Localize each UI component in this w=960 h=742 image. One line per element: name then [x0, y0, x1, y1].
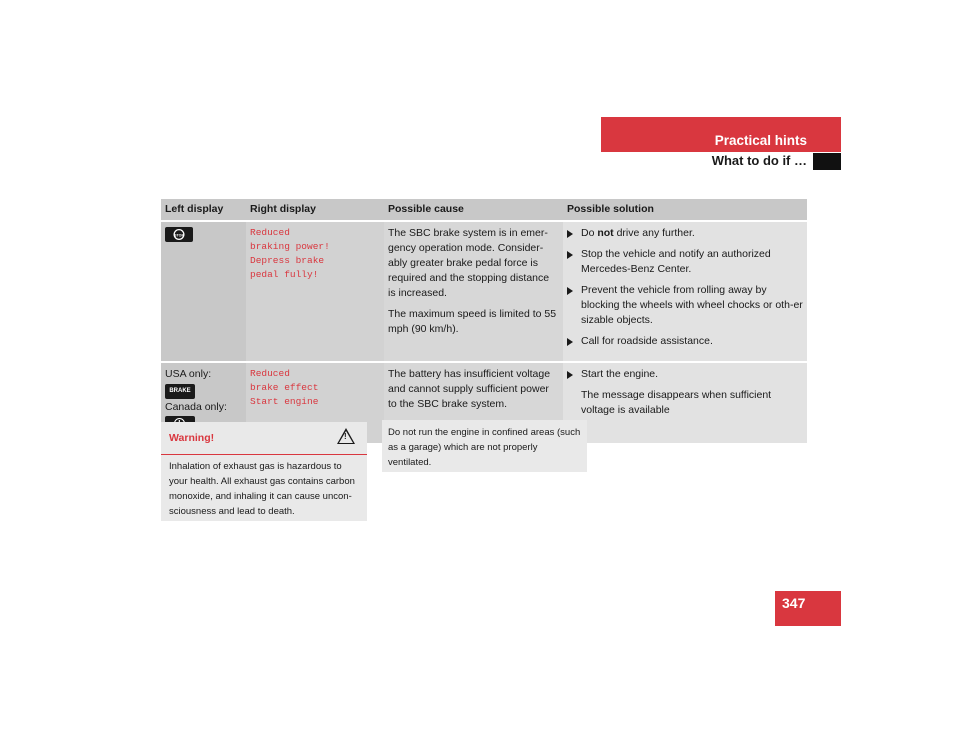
possible-solution-cell: [563, 221, 807, 362]
section-tab-marker: [813, 153, 841, 170]
subsection-title: What to do if …: [711, 153, 807, 168]
section-title: Practical hints: [714, 133, 807, 148]
display-message-line: Depress brake: [250, 255, 325, 266]
warning-text: Inhalation of exhaust gas is hazardous to your health. All exhaust gas contains carbon monoxide, and inhaling it can cause uncon-sciousness and lead to death.: [169, 461, 355, 517]
solution-step: Prevent the vehicle from rolling away by blocking the wheels with wheel chocks or oth-er sizable objects.: [567, 283, 803, 328]
col-header-right-display: Right display: [246, 199, 384, 221]
solution-note: The message disappears when sufficient voltage is available: [581, 389, 772, 416]
solution-step: Call for roadside assistance.: [567, 334, 803, 349]
table-header-row: [161, 199, 807, 221]
solution-step: Do not drive any further.: [567, 226, 803, 241]
display-message-line: Reduced: [250, 227, 290, 238]
warning-triangle-icon: !: [337, 428, 355, 444]
cause-text: The SBC brake system is in emer-gency operation mode. Consider-ably greater brake pedal force is required and the stopping distance is increased.: [388, 227, 550, 299]
usa-only-label: USA only:: [165, 368, 212, 380]
display-message-line: Reduced: [250, 368, 290, 379]
warning-header: [161, 422, 367, 455]
display-message-line: brake effect: [250, 382, 319, 393]
left-display-cell: [161, 221, 246, 362]
col-header-possible-solution: Possible solution: [563, 199, 807, 221]
canada-only-label: Canada only:: [165, 401, 227, 413]
col-header-left-display: Left display: [161, 199, 246, 221]
solution-step: Start the engine.: [567, 367, 803, 382]
brake-warning-icon: BRAKE: [165, 384, 195, 399]
stop-icon: [165, 227, 193, 242]
svg-text:STOP: STOP: [174, 233, 184, 238]
solution-step: Stop the vehicle and notify an authorized Mercedes-Benz Center.: [567, 247, 803, 277]
col-header-possible-cause: Possible cause: [384, 199, 563, 221]
note-box: [382, 420, 587, 472]
display-message-line: Start engine: [250, 396, 319, 407]
emphasis-not: not: [597, 227, 614, 239]
display-messages-table: [161, 199, 807, 443]
display-message-line: pedal fully!: [250, 269, 319, 280]
bullet-arrow-icon: [567, 251, 573, 259]
cause-text: The maximum speed is limited to 55 mph (90 km/h).: [388, 308, 557, 335]
bullet-arrow-icon: [567, 338, 573, 346]
bullet-arrow-icon: [567, 287, 573, 295]
possible-cause-cell: [384, 221, 563, 362]
warning-box: [161, 422, 367, 521]
right-display-cell: [246, 221, 384, 362]
warning-title: Warning!: [169, 432, 215, 444]
bullet-arrow-icon: [567, 371, 573, 379]
section-header: [601, 117, 841, 152]
possible-solution-cell: [563, 362, 807, 443]
table-row: [161, 221, 807, 362]
display-message-line: braking power!: [250, 241, 330, 252]
note-text: Do not run the engine in confined areas (such as a garage) which are not properly ventilated.: [388, 427, 581, 468]
cause-text: The battery has insufficient voltage and cannot supply sufficient power to the SBC brake system.: [388, 368, 551, 410]
page-number: 347: [775, 591, 841, 626]
bullet-arrow-icon: [567, 230, 573, 238]
